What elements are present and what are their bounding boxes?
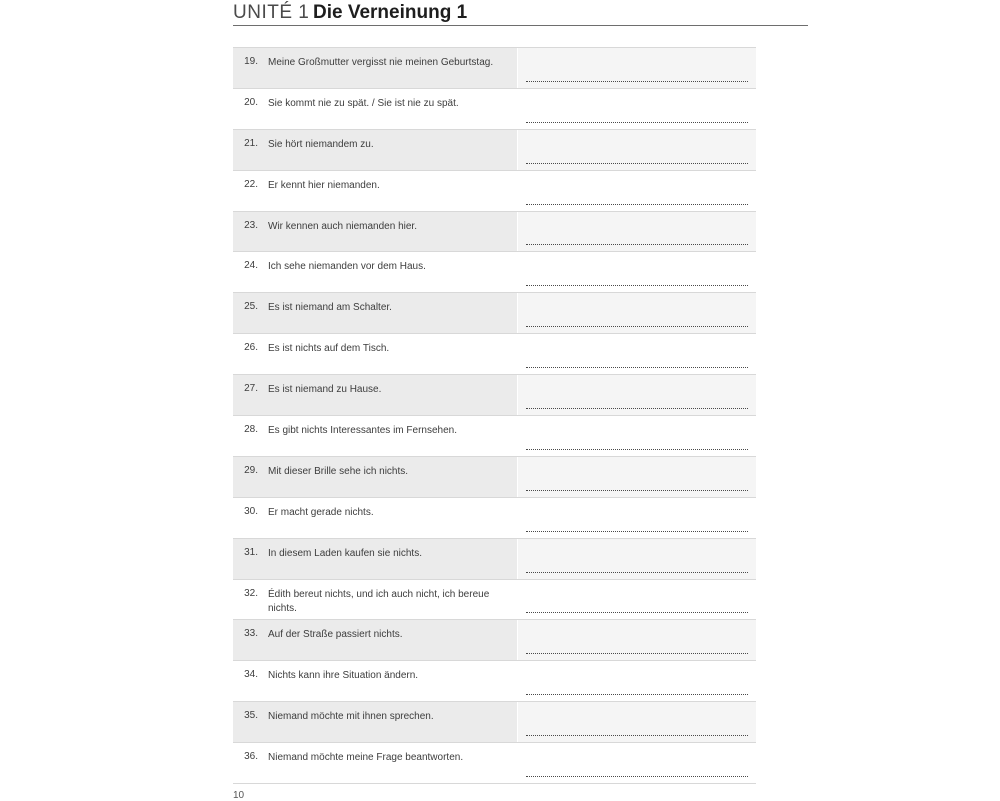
answer-field[interactable] <box>517 212 756 252</box>
exercise-row <box>233 89 756 130</box>
answer-field[interactable] <box>517 620 756 660</box>
answer-field[interactable] <box>517 702 756 742</box>
exercise-number: 34. <box>244 669 258 681</box>
exercise-table <box>233 47 756 784</box>
answer-dotted-line <box>526 326 748 327</box>
exercise-row <box>233 48 756 89</box>
page-number: 10 <box>233 790 245 801</box>
exercise-row <box>233 212 756 253</box>
exercise-sentence: Es gibt nichts Interessantes im Fernsehen. <box>268 425 457 437</box>
exercise-number: 30. <box>244 505 258 517</box>
exercise-sentence: Wir kennen auch niemanden hier. <box>268 220 417 232</box>
exercise-row <box>233 171 756 212</box>
answer-field[interactable] <box>517 661 756 701</box>
exercise-row <box>233 416 756 457</box>
answer-dotted-line <box>526 285 748 286</box>
answer-dotted-line <box>526 653 748 654</box>
exercise-number: 21. <box>244 137 258 149</box>
exercise-row <box>233 252 756 293</box>
exercise-number: 32. <box>244 587 258 599</box>
answer-dotted-line <box>526 122 748 123</box>
exercise-sentence: Nichts kann ihre Situation ändern. <box>268 670 419 682</box>
exercise-number: 36. <box>244 751 258 763</box>
answer-field[interactable] <box>517 130 756 170</box>
answer-field[interactable] <box>517 416 756 456</box>
exercise-number: 20. <box>244 96 258 108</box>
exercise-sentence: Ich sehe niemanden vor dem Haus. <box>268 261 426 273</box>
page-header <box>233 0 808 26</box>
exercise-sentence: Auf der Straße passiert nichts. <box>268 629 403 641</box>
exercise-row <box>233 580 756 621</box>
exercise-row <box>233 334 756 375</box>
answer-dotted-line <box>526 776 748 777</box>
exercise-row <box>233 293 756 334</box>
exercise-row <box>233 661 756 702</box>
exercise-sentence: Es ist nichts auf dem Tisch. <box>268 343 390 355</box>
exercise-sentence: Er kennt hier niemanden. <box>268 179 380 191</box>
exercise-number: 33. <box>244 628 258 640</box>
exercise-sentence: In diesem Laden kaufen sie nichts. <box>268 547 422 559</box>
exercise-number: 27. <box>244 383 258 395</box>
exercise-sentence: Édith bereut nichts, und ich auch nicht, ich bereue nichts. <box>268 588 490 614</box>
exercise-number: 24. <box>244 260 258 272</box>
exercise-sentence: Sie hört niemandem zu. <box>268 138 374 150</box>
answer-dotted-line <box>526 735 748 736</box>
exercise-number: 28. <box>244 424 258 436</box>
answer-dotted-line <box>526 204 748 205</box>
exercise-sentence: Niemand möchte mit ihnen sprechen. <box>268 711 434 723</box>
answer-dotted-line <box>526 163 748 164</box>
answer-dotted-line <box>526 408 748 409</box>
exercise-number: 23. <box>244 219 258 231</box>
answer-dotted-line <box>526 244 748 245</box>
answer-field[interactable] <box>517 293 756 333</box>
exercise-sentence: Sie kommt nie zu spät. / Sie ist nie zu spät. <box>268 97 459 109</box>
exercise-number: 29. <box>244 464 258 476</box>
answer-dotted-line <box>526 531 748 532</box>
exercise-number: 26. <box>244 342 258 354</box>
exercise-row <box>233 375 756 416</box>
exercise-sentence: Er macht gerade nichts. <box>268 506 374 518</box>
answer-dotted-line <box>526 449 748 450</box>
answer-field[interactable] <box>517 334 756 374</box>
answer-field[interactable] <box>517 743 756 783</box>
exercise-row <box>233 498 756 539</box>
exercise-row <box>233 743 756 784</box>
answer-field[interactable] <box>517 539 756 579</box>
answer-field[interactable] <box>517 498 756 538</box>
answer-field[interactable] <box>517 375 756 415</box>
chapter-title: Die Verneinung 1 <box>313 2 468 23</box>
unit-label: UNITÉ 1 <box>233 2 310 23</box>
answer-field[interactable] <box>517 252 756 292</box>
answer-dotted-line <box>526 572 748 573</box>
exercise-sentence: Es ist niemand am Schalter. <box>268 302 392 314</box>
answer-dotted-line <box>526 81 748 82</box>
answer-field[interactable] <box>517 457 756 497</box>
exercise-row <box>233 130 756 171</box>
answer-dotted-line <box>526 367 748 368</box>
exercise-sentence: Niemand möchte meine Frage beantworten. <box>268 752 464 764</box>
exercise-number: 22. <box>244 178 258 190</box>
exercise-row <box>233 620 756 661</box>
answer-field[interactable] <box>517 580 756 620</box>
exercise-row <box>233 457 756 498</box>
answer-dotted-line <box>526 490 748 491</box>
exercise-sentence: Mit dieser Brille sehe ich nichts. <box>268 465 409 477</box>
answer-field[interactable] <box>517 48 756 88</box>
exercise-sentence: Es ist niemand zu Hause. <box>268 384 382 396</box>
exercise-number: 31. <box>244 546 258 558</box>
exercise-number: 35. <box>244 710 258 722</box>
exercise-number: 25. <box>244 301 258 313</box>
exercise-number: 19. <box>244 56 258 67</box>
exercise-row <box>233 702 756 743</box>
answer-dotted-line <box>526 694 748 695</box>
exercise-row <box>233 539 756 580</box>
answer-field[interactable] <box>517 171 756 211</box>
answer-dotted-line <box>526 612 748 613</box>
answer-field[interactable] <box>517 89 756 129</box>
exercise-sentence: Meine Großmutter vergisst nie meinen Geburtstag. <box>268 57 494 68</box>
